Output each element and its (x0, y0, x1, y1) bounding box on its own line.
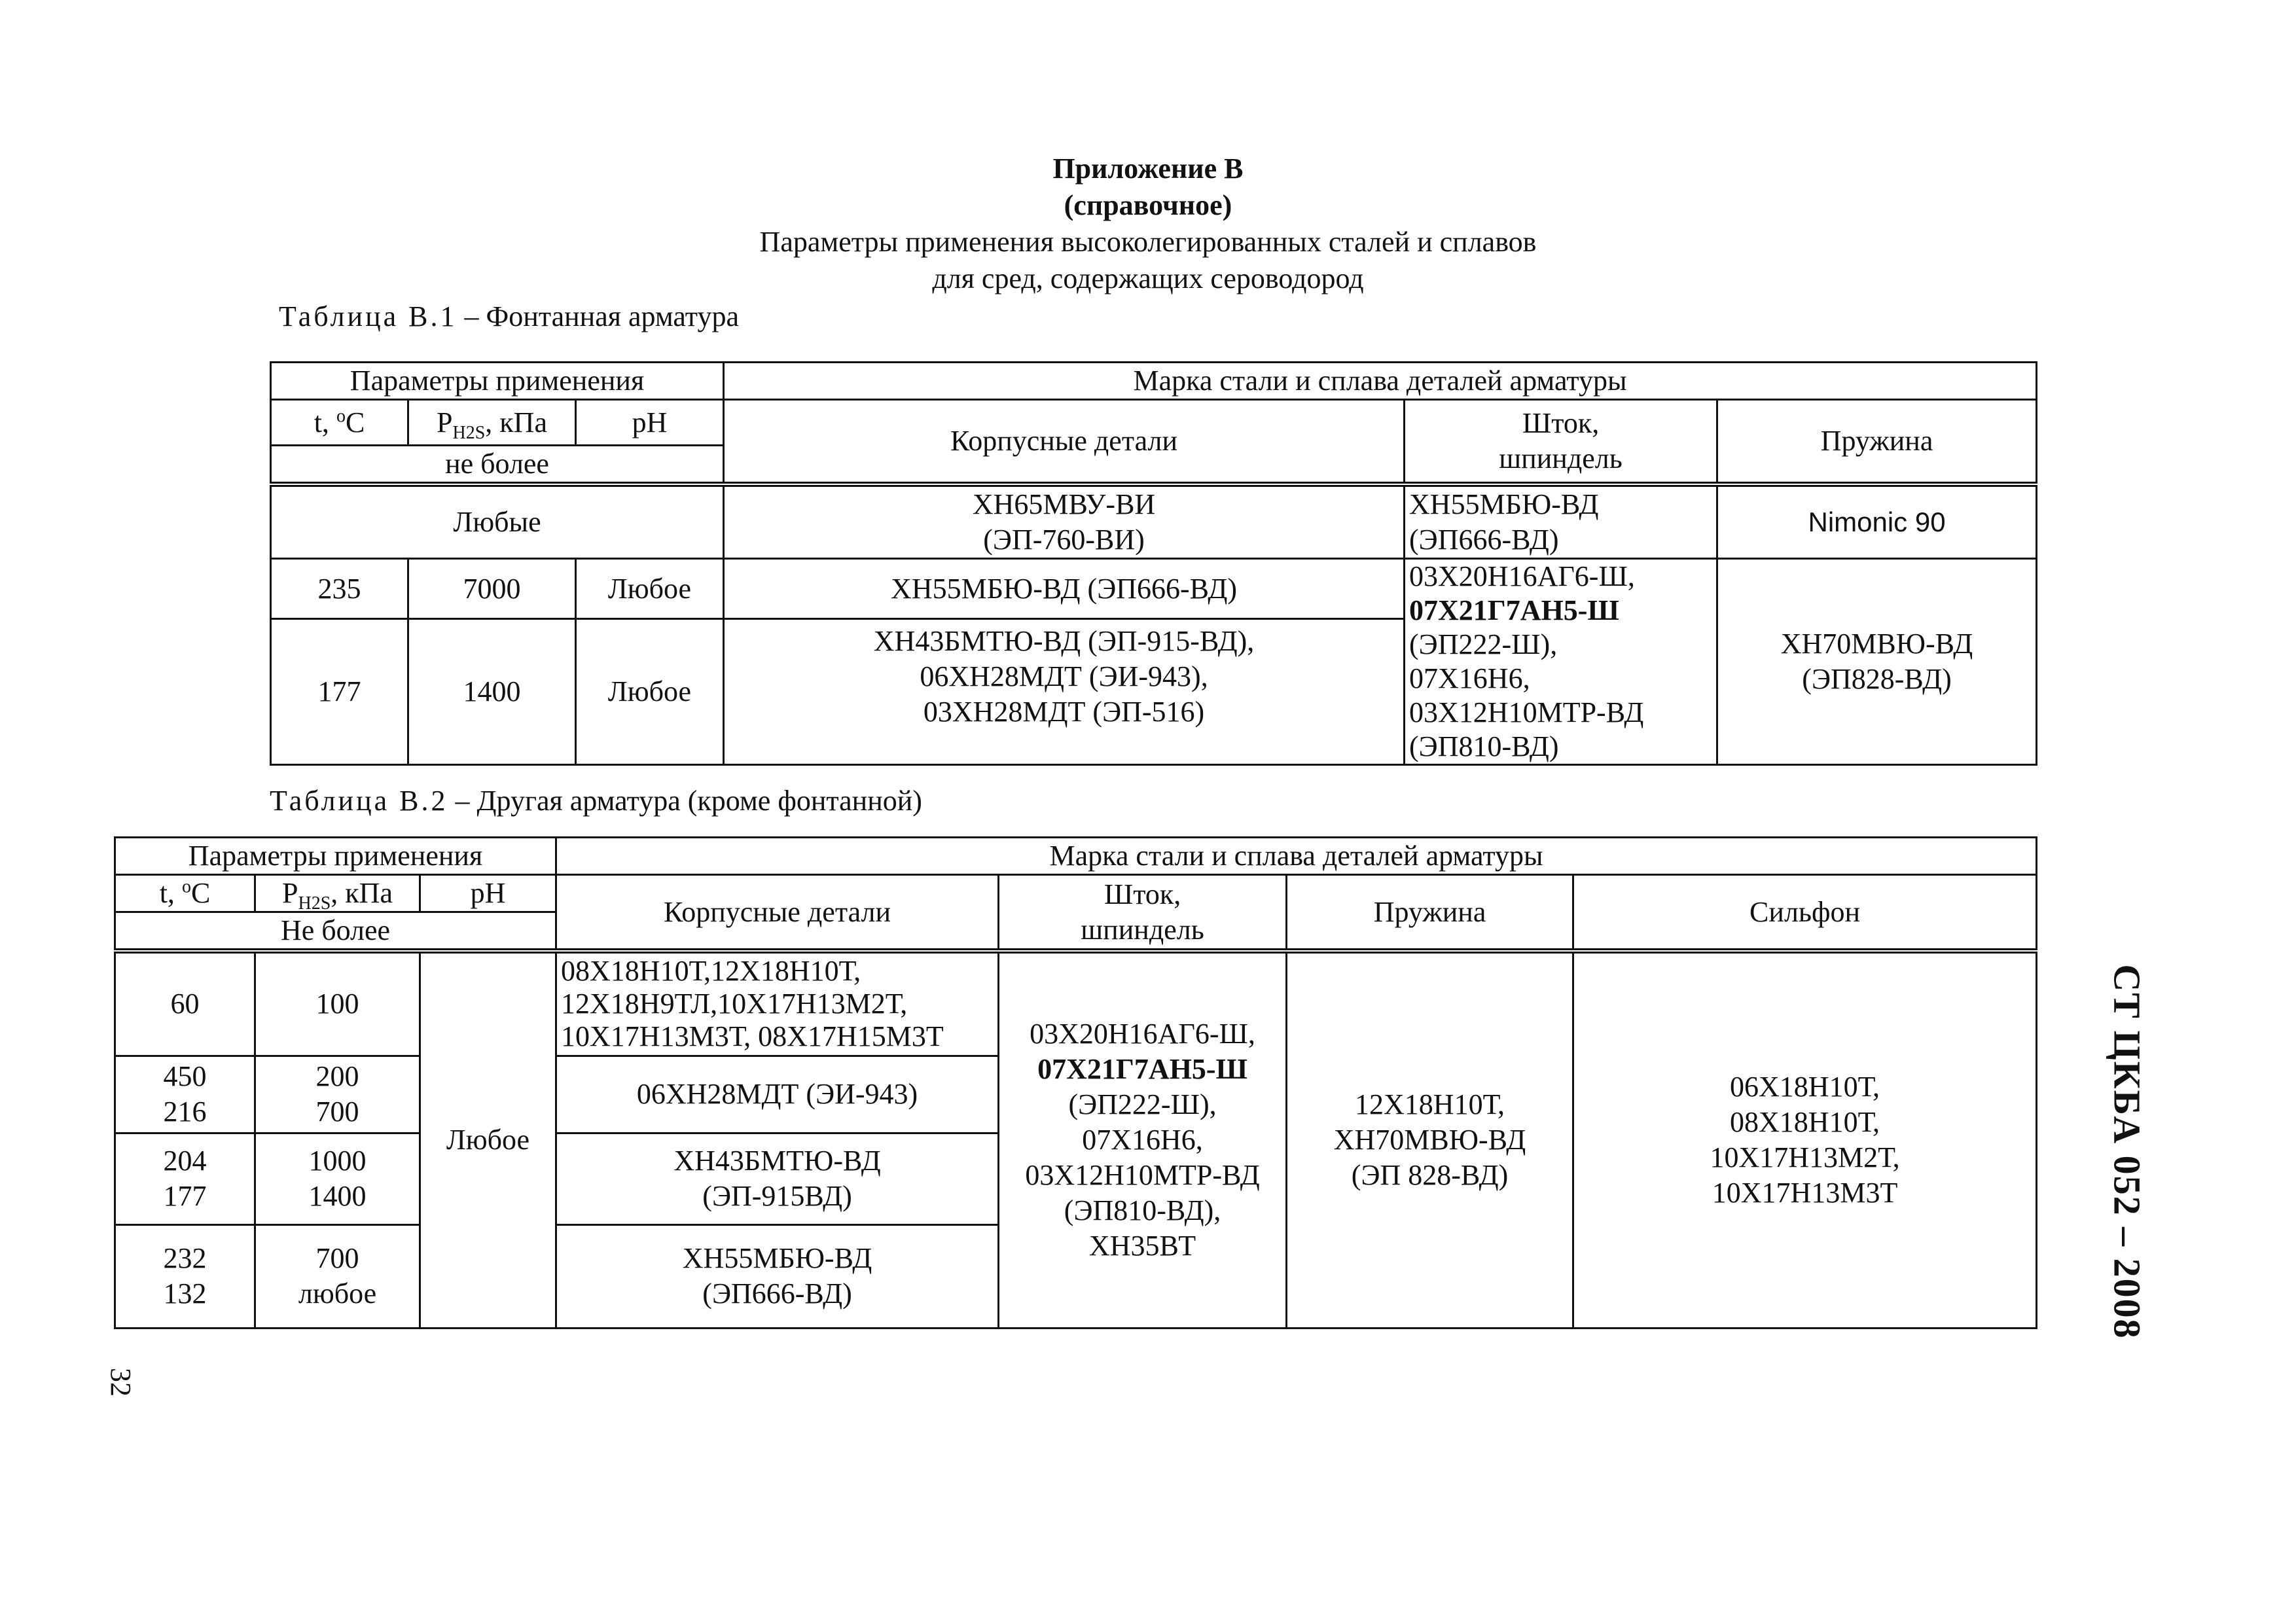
table-cell: 177 (271, 619, 408, 765)
header-cell-max: Не более (115, 912, 556, 952)
appendix-title: Приложение В (1052, 152, 1244, 185)
table2-caption-number: Таблица В.2 (270, 785, 448, 817)
table-cell: 03Х20Н16АГ6-Ш, 07Х21Г7АН5-Ш (ЭП222-Ш), 07Х16Н6, 03Х12Н10МТР-ВД (ЭП810-ВД) (1405, 559, 1717, 765)
standard-code: СТ ЦКБА 052 – 2008 (2106, 964, 2149, 1340)
header-cell-max: не более (271, 446, 724, 485)
table-header-row (271, 363, 2037, 400)
table-cell: 200 700 (255, 1056, 420, 1133)
table1-caption-number: Таблица В.1 (279, 300, 457, 332)
header-cell-bellows: Сильфон (1573, 875, 2037, 952)
table-cell: 235 (271, 559, 408, 619)
table-other-valves (114, 836, 2037, 1329)
table-cell: 1400 (408, 619, 576, 765)
table-cell: 06ХН28МДТ (ЭИ-943) (556, 1056, 999, 1133)
table-cell: ХН55МБЮ-ВД (ЭП666-ВД) (556, 1224, 999, 1328)
table2-caption-text: – Другая арматура (кроме фонтанной) (448, 785, 922, 817)
header-cell: Параметры применения (271, 363, 724, 400)
header-cell-spring: Пружина (1287, 875, 1573, 952)
table-fountain-valves (270, 361, 2037, 766)
table-row (115, 951, 2037, 1056)
table-cell: Любое (576, 619, 724, 765)
header-cell-spring: Пружина (1717, 400, 2037, 485)
table-cell: ХН55МБЮ-ВД (ЭП666-ВД) (1405, 484, 1717, 559)
table-header-row (271, 400, 2037, 446)
header-cell: Параметры применения (115, 838, 556, 875)
header-cell: Марка стали и сплава деталей арматуры (724, 363, 2037, 400)
table-header-row (115, 875, 2037, 912)
table-cell-stem: 03Х20Н16АГ6-Ш, 07Х21Г7АН5-Ш (ЭП222-Ш), 07Х16Н6, 03Х12Н10МТР-ВД (ЭП810-ВД), ХН35ВТ (999, 951, 1287, 1328)
header-cell: Марка стали и сплава деталей арматуры (556, 838, 2037, 875)
table-row (271, 484, 2037, 559)
header-cell-body: Корпусные детали (724, 400, 1405, 485)
table-cell: ХН43БМТЮ-ВД (ЭП-915-ВД), 06ХН28МДТ (ЭИ-943), 03ХН28МДТ (ЭП-516) (724, 619, 1405, 765)
table-cell: 450 216 (115, 1056, 255, 1133)
header-cell-ph: pH (420, 875, 556, 912)
appendix-type: (справочное) (1064, 189, 1232, 221)
table-cell: 60 (115, 951, 255, 1056)
appendix-subtitle-line1: Параметры применения высоколегированных сталей и сплавов (759, 226, 1537, 258)
table-cell: ХН43БМТЮ-ВД (ЭП-915ВД) (556, 1133, 999, 1224)
table-cell: ХН70МВЮ-ВД (ЭП828-ВД) (1717, 559, 2037, 765)
header-cell-ph: pH (576, 400, 724, 446)
table-cell: 08Х18Н10Т,12Х18Н10Т, 12Х18Н9ТЛ,10Х17Н13М2Т, 10Х17Н13М3Т, 08Х17Н15М3Т (556, 951, 999, 1056)
header-cell-temperature: t, $^o$C (271, 400, 408, 446)
header-cell-pressure: $P_{H2S}$, кПа (255, 875, 420, 912)
header-cell-stem: Шток, шпиндель (1405, 400, 1717, 485)
appendix-subtitle-line2: для сред, содержащих сероводород (932, 262, 1364, 294)
table-cell: ХН55МБЮ-ВД (ЭП666-ВД) (724, 559, 1405, 619)
table-cell: 232 132 (115, 1224, 255, 1328)
page-number: 32 (105, 1368, 137, 1397)
table-cell: 100 (255, 951, 420, 1056)
table-cell-ph: Любое (420, 951, 556, 1328)
table-cell: 700 любое (255, 1224, 420, 1328)
table-cell: 204 177 (115, 1133, 255, 1224)
header-cell-pressure: $P_{H2S}$, кПа (408, 400, 576, 446)
table-cell: 1000 1400 (255, 1133, 420, 1224)
table-row (271, 559, 2037, 619)
table-cell-bellows: 06Х18Н10Т, 08Х18Н10Т, 10Х17Н13М2Т, 10Х17Н13М3Т (1573, 951, 2037, 1328)
header-cell-body: Корпусные детали (556, 875, 999, 952)
table-cell: Любое (576, 559, 724, 619)
header-cell-temperature: t, $^o$C (115, 875, 255, 912)
table1-caption-text: – Фонтанная арматура (457, 300, 739, 332)
table-cell: Любые (271, 484, 724, 559)
table-cell-spring: 12Х18Н10Т, ХН70МВЮ-ВД (ЭП 828-ВД) (1287, 951, 1573, 1328)
table2-caption (270, 783, 922, 819)
table1-caption (279, 298, 739, 335)
table-cell: 7000 (408, 559, 576, 619)
table-header-row (115, 838, 2037, 875)
table-cell: Nimonic 90 (1717, 484, 2037, 559)
header-cell-stem: Шток, шпиндель (999, 875, 1287, 952)
table-cell: ХН65МВУ-ВИ (ЭП-760-ВИ) (724, 484, 1405, 559)
